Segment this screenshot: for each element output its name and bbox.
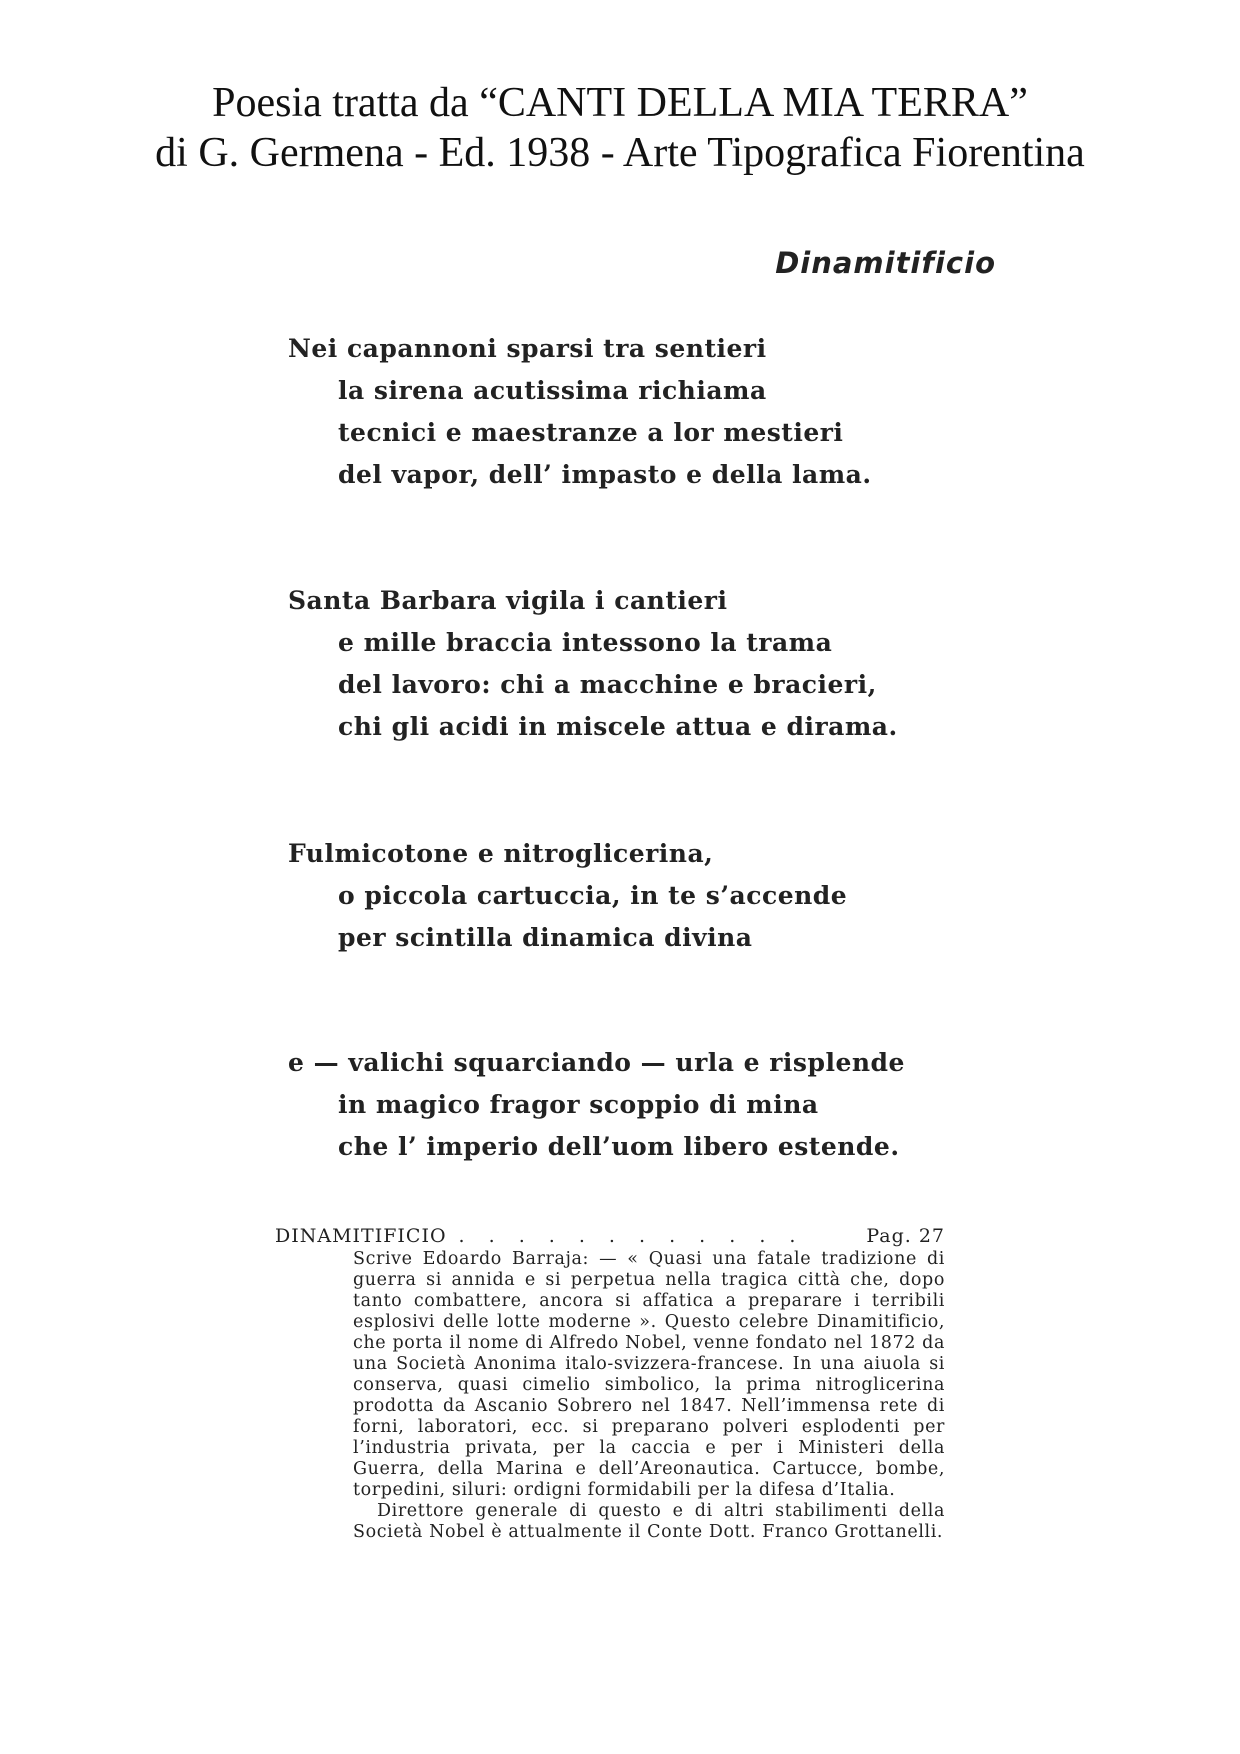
page-header	[0, 78, 1240, 178]
stanza-2	[288, 580, 988, 748]
notes-heading: DINAMITIFICIO	[275, 1225, 447, 1247]
poem-line: Nei capannoni sparsi tra sentieri	[288, 334, 767, 363]
poem-line: per scintilla dinamica divina	[338, 923, 753, 952]
notes-body	[275, 1249, 945, 1543]
poem-line: chi gli acidi in miscele attua e dirama.	[338, 712, 898, 741]
stanza-4	[288, 1042, 988, 1168]
poem-line: e — valichi squarciando — urla e risplende	[288, 1048, 905, 1077]
stanza-3	[288, 833, 988, 959]
poem-line: e mille braccia intessono la trama	[338, 628, 833, 657]
poem-line: Fulmicotone e nitroglicerina,	[288, 839, 714, 868]
notes-paragraph-2: Direttore generale di questo e di altri stabilimenti della Società Nobel è attualmente il Conte Dott. Franco Grottanelli.	[353, 1501, 945, 1542]
notes-header	[275, 1226, 945, 1247]
poem-line: che l’ imperio dell’uom libero estende.	[338, 1132, 900, 1161]
poem-line: del vapor, dell’ impasto e della lama.	[338, 460, 872, 489]
poem-line: tecnici e maestranze a lor mestieri	[338, 418, 844, 447]
header-line-1: Poesia tratta da “CANTI DELLA MIA TERRA”	[212, 80, 1028, 126]
notes-paragraph-1: Scrive Edoardo Barraja: — « Quasi una fatale tradizione di guerra si annida e si perpetua nella tragica città che, dopo tanto combattere, ancora si affatica a preparare i terribili esplosivi delle lotte moderne ». Questo celebre Dinamitificio, che porta il nome di Alfredo Nobel, venne fondato nel 1872 da una Società Anonima italo-svizzera-francese. In una aiuola si conserva, quasi cimelio simbolico, la prima nitroglicerina prodotta da Ascanio Sobrero nel 1847. Nell’immensa rete di forni, laboratori, ecc. si preparano polveri esplodenti per l’industria privata, per la caccia e per i Ministeri della Guerra, della Marina e dell’Areonautica. Cartucce, bombe, torpedini, siluri: ordigni formidabili per la difesa d’Italia.	[353, 1249, 945, 1500]
leader-dots: . . . . . . . . . . . .	[458, 1226, 805, 1247]
poem-line: del lavoro: chi a macchine e bracieri,	[338, 670, 877, 699]
header-line-2: di G. Germena - Ed. 1938 - Arte Tipografica Fiorentina	[155, 130, 1085, 176]
poem-line: in magico fragor scoppio di mina	[338, 1090, 819, 1119]
poem-line: o piccola cartuccia, in te s’accende	[338, 881, 848, 910]
page-reference: Pag. 27	[866, 1225, 945, 1247]
poem-line: Santa Barbara vigila i cantieri	[288, 586, 728, 615]
stanza-1	[288, 328, 988, 496]
notes-section	[275, 1226, 945, 1543]
poem-title: Dinamitificio	[775, 246, 996, 280]
poem-line: la sirena acutissima richiama	[338, 376, 767, 405]
